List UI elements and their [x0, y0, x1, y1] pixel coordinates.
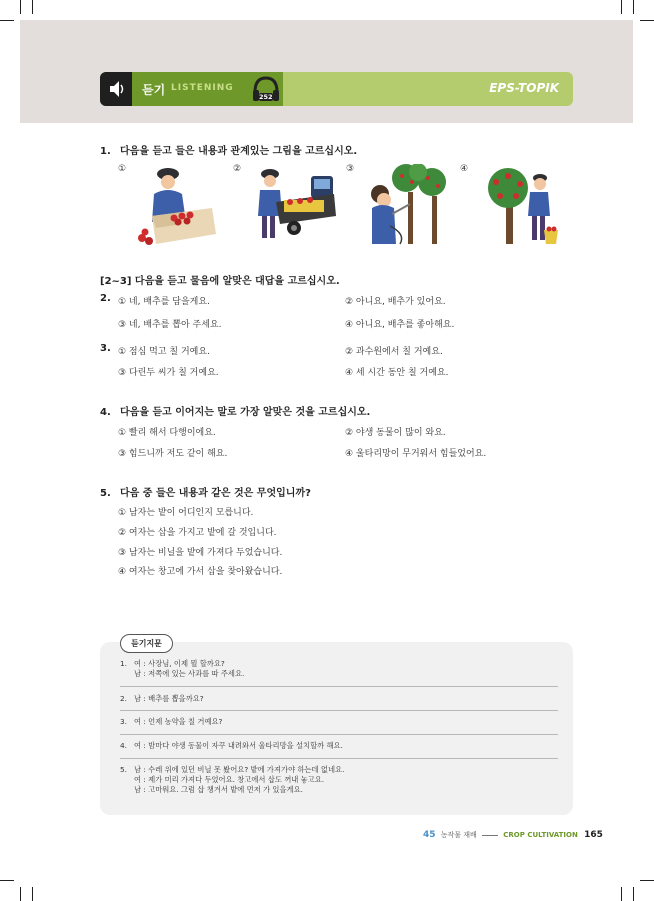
option-5-1[interactable]: ① 남자는 밭이 어디인지 모릅니다.	[118, 508, 254, 518]
script-item-5-line-2: 여 : 제가 미리 가져다 두었어요. 창고에서 삽도 꺼내 놓고요.	[134, 775, 325, 784]
crop-mark	[0, 20, 14, 21]
divider	[120, 758, 558, 759]
question-number: 4.	[100, 407, 111, 418]
track-number: 252	[259, 93, 273, 101]
option-5-3[interactable]: ③ 남자는 비닐을 밭에 가져다 두었습니다.	[118, 548, 283, 558]
option-3-3[interactable]: ③ 다린두 씨가 칠 거예요.	[118, 368, 219, 378]
header-title: 듣기	[142, 83, 166, 97]
picture-label-4: ④	[460, 164, 469, 174]
textbook-page	[20, 20, 633, 881]
group-heading-2-3	[100, 272, 340, 287]
script-item-5-line-3: 남 : 고마워요. 그럼 삽 챙겨서 밭에 먼저 가 있을게요.	[134, 785, 303, 794]
script-item-1-line-2: 남 : 저쪽에 있는 사과를 따 주세요.	[134, 669, 245, 678]
section-header	[100, 72, 573, 106]
option-5-4[interactable]: ④ 여자는 창고에 가서 삽을 찾아왔습니다.	[118, 567, 283, 577]
divider	[120, 734, 558, 735]
question-3	[100, 343, 120, 354]
question-4	[100, 403, 370, 418]
page-footer	[423, 830, 603, 840]
question-5	[100, 484, 311, 499]
script-item-5: 5. 남 : 수레 위에 있던 비닐 못 봤어요? 밭에 가져가야 하는데 없네요.	[120, 765, 345, 774]
option-2-1[interactable]: ① 네, 배추를 담을게요.	[118, 297, 210, 307]
option-3-1[interactable]: ① 점심 먹고 칠 거예요.	[118, 347, 210, 357]
divider	[120, 710, 558, 711]
script-tag: 듣기지문	[120, 634, 173, 653]
crop-mark	[621, 0, 622, 14]
option-2-4[interactable]: ④ 아니요, 배추를 좋아해요.	[345, 320, 455, 330]
crop-mark	[32, 887, 33, 901]
headphones-icon	[250, 73, 282, 105]
crop-mark	[20, 887, 21, 901]
question-number: 5.	[100, 488, 111, 499]
crop-mark	[621, 887, 622, 901]
option-2-3[interactable]: ③ 네, 배추를 뽑아 주세요.	[118, 320, 222, 330]
script-item-1: 1. 여 : 사장님, 이제 뭘 할까요?	[120, 659, 225, 668]
question-text: 다음 중 들은 내용과 같은 것은 무엇입니까?	[120, 488, 311, 499]
crop-mark	[633, 0, 634, 14]
brand-logo: EPS-TOPIK	[489, 81, 559, 95]
crop-mark	[633, 887, 634, 901]
option-4-3[interactable]: ③ 힘드니까 저도 같이 해요.	[118, 449, 228, 459]
question-number: 3.	[100, 343, 111, 354]
script-item-4: 4. 여 : 밤마다 야생 동물이 자꾸 내려와서 울타리망을 설치할까 해요.	[120, 741, 343, 750]
option-3-2[interactable]: ② 과수원에서 칠 거예요.	[345, 347, 443, 357]
question-1	[100, 142, 357, 157]
picture-picking	[478, 166, 560, 246]
crop-mark	[0, 880, 14, 881]
divider	[120, 686, 558, 687]
picture-label-3: ③	[346, 164, 355, 174]
option-4-2[interactable]: ② 야생 동물이 많이 와요.	[345, 428, 446, 438]
question-2	[100, 293, 120, 304]
picture-label-2: ②	[233, 164, 242, 174]
option-2-2[interactable]: ② 아니요, 배추가 있어요.	[345, 297, 446, 307]
question-number: 1.	[100, 146, 111, 157]
question-number: 2.	[100, 293, 111, 304]
picture-apple-box	[132, 166, 218, 246]
picture-spraying	[366, 164, 448, 246]
question-text: 다음을 듣고 들은 내용과 관계있는 그림을 고르십시오.	[120, 146, 358, 157]
crop-mark	[640, 880, 654, 881]
option-4-4[interactable]: ④ 울타리망이 무거워서 힘들었어요.	[345, 449, 487, 459]
footer-rule	[482, 835, 498, 836]
picture-label-1: ①	[118, 164, 127, 174]
group-text: [2~3] 다음을 듣고 물음에 알맞은 대답을 고르십시오.	[100, 276, 340, 287]
question-text: 다음을 듣고 이어지는 말로 가장 알맞은 것을 고르십시오.	[120, 407, 371, 418]
listening-script-box	[100, 639, 573, 815]
lesson-title: 농작물 재배	[440, 831, 477, 839]
crop-mark	[32, 0, 33, 14]
lesson-english: CROP CULTIVATION	[503, 831, 578, 839]
script-item-2: 2. 남 : 배추를 뽑을까요?	[120, 694, 204, 703]
header-subtitle: LISTENING	[171, 83, 234, 93]
lesson-number: 45	[423, 830, 436, 840]
script-item-3: 3. 여 : 언제 농약을 칠 거예요?	[120, 717, 223, 726]
option-4-1[interactable]: ① 빨리 해서 다행이에요.	[118, 428, 216, 438]
crop-mark	[20, 0, 21, 14]
page-number: 165	[584, 830, 603, 840]
crop-mark	[640, 20, 654, 21]
option-5-2[interactable]: ② 여자는 삽을 가지고 밭에 갈 것입니다.	[118, 528, 277, 538]
option-3-4[interactable]: ④ 세 시간 동안 칠 거예요.	[345, 368, 449, 378]
speaker-icon	[100, 72, 132, 106]
picture-cart	[256, 168, 338, 246]
